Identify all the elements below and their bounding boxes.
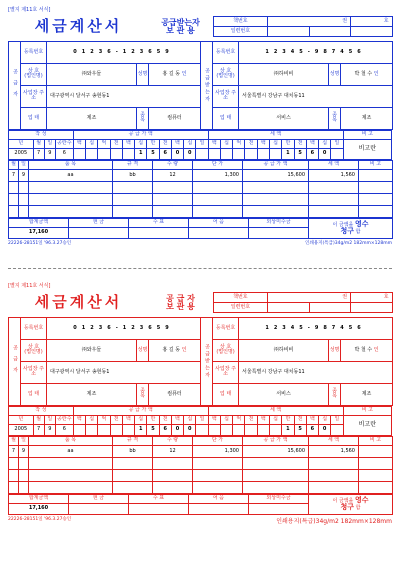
totals-row: 합계금액 현 금 수 표 어 음 외상미수금 이 금액을 영수 청구 함 17,160 [8, 494, 393, 515]
table-row: 7 9 aa bb 12 1,300 15,600 1,560 [9, 445, 393, 457]
buyer-biz-type: 서비스 [239, 383, 329, 405]
buyer-biz-type: 서비스 [239, 107, 329, 129]
invoice-blue-copy [8, 6, 392, 246]
buyer-biz-item: 제조 [341, 383, 393, 405]
form-tag: [별지 제11호 서식] [8, 283, 51, 289]
buyer-label: 공급받는자 [201, 41, 213, 129]
supplier-label: 공급자 [9, 41, 21, 129]
invoice-title: 세금계산서 [34, 293, 123, 312]
invoice-title: 세금계산서 [34, 17, 123, 36]
items-table: 월 일 품 목 규 격 수 량 단 가 공 급 가 액 세 액 비 고 7 9 aa bb 12 1,300 15,600 1,560 [8, 160, 393, 218]
supplier-company: ㈜와우들 [47, 339, 137, 361]
buyer-reg-no: 12345-987456 [239, 317, 393, 339]
supplier-biz-type: 제조 [47, 107, 137, 129]
receipt-mark: 영수 [354, 220, 369, 228]
approval-note: 22226-28151일 '96.3.27승인 [8, 516, 72, 522]
totals-row: 합계금액 현 금 수 표 어 음 외상미수금 이 금액을 영수 청구 함 17,160 [8, 218, 393, 239]
invoice-red-copy [8, 282, 392, 525]
supplier-company: ㈜와우들 [47, 63, 137, 85]
amount-section: 작 성 공 급 가 액 세 액 비 고 년 월 일 공란수 백 십 억 천 백 십 만 천 백 십 일 백 십 억 천 백 십 만 천 백 십 일 비고란 2005 7 9 6 1 5 6 0 0 1 5 6 0 [8, 406, 392, 436]
buyer-address: 서울특별시 강남구 대치동11 [239, 85, 393, 107]
copy-label: 공급받는자 [161, 17, 200, 27]
issue-year: 2005 [9, 148, 34, 159]
paper-spec: 인쇄용지(특급)34g/m2 182mm×128mm [276, 517, 392, 525]
amount-section: 작 성 공 급 가 액 세 액 비 고 년 월 일 공란수 백 십 억 천 백 십 만 천 백 십 일 백 십 억 천 백 십 만 천 백 십 일 비고란 2005 7 9 6 1 5 6 0 0 1 5 6 0 [8, 130, 392, 160]
approval-note: 22226-28151일 '96.3.27승인 [8, 240, 72, 246]
cut-line [8, 268, 392, 269]
total-amount: 17,160 [9, 503, 69, 514]
note-field: 비고란 [343, 139, 391, 159]
supplier-reg-no: 01236-123659 [47, 41, 201, 63]
supplier-label: 공급자 [9, 317, 21, 405]
supplier-biz-type: 제조 [47, 383, 137, 405]
supplier-biz-item: 컴퓨터 [149, 383, 201, 405]
paper-spec: 인쇄용지(특급)34g/m2 182mm×128mm [305, 240, 392, 246]
buyer-label: 공급받는자 [201, 317, 213, 405]
buyer-rep: 박 철 수 [354, 346, 373, 353]
invoice-form: 세금계산서 공급받는자 보 관 용 책번호 권 호 일련번호 공급자 등록번호 01236-123659 공급받는자 등록번호 12345-987456 상 호 (법인명) ㈜와우들 성명 홍 길 동 인 상 호 (법인명) ㈜하비비 성명 박 철 수 인 사업장 주 소 대구광역시 달서구 송현동1 사업장 주 소 서울특별시 강남구 대치동11 업 태 제조 종 목 컴퓨터 업 태 서비스 종 목 제조 [8, 13, 393, 130]
invoice-form: 세금계산서 공 급 자 보 관 용 책번호 권 호 일련번호 공급자 등록번호 01236-123659 공급받는자 등록번호 12345-987456 상 호 (법인명) ㈜와우들 성명 홍 길 동 인 상 호 (법인명) ㈜하비비 성명 박 철 수 인 사업장 주 소 대구광역시 달서구 송현동1 사업장 주 소 서울특별시 강남구 대치동11 업 태 제조 종 목 컴퓨터 업 태 서비스 종 목 제조 [8, 289, 393, 406]
supplier-rep: 홍 길 동 [162, 70, 181, 77]
supplier-biz-item: 컴퓨터 [149, 107, 201, 129]
supplier-address: 대구광역시 달서구 송현동1 [47, 85, 201, 107]
supplier-address: 대구광역시 달서구 송현동1 [47, 361, 201, 383]
buyer-company: ㈜하비비 [239, 339, 329, 361]
buyer-company: ㈜하비비 [239, 63, 329, 85]
buyer-rep: 박 철 수 [354, 70, 373, 77]
buyer-reg-no: 12345-987456 [239, 41, 393, 63]
items-table: 월 일 품 목 규 격 수 량 단 가 공 급 가 액 세 액 비 고 7 9 aa bb 12 1,300 15,600 1,560 [8, 436, 393, 494]
supplier-rep: 홍 길 동 [162, 346, 181, 353]
note-field: 비고란 [343, 415, 391, 435]
copy-label: 공 급 자 [166, 293, 195, 303]
buyer-address: 서울특별시 강남구 대치동11 [239, 361, 393, 383]
buyer-biz-item: 제조 [341, 107, 393, 129]
supplier-reg-no: 01236-123659 [47, 317, 201, 339]
issue-year: 2005 [9, 424, 34, 435]
total-amount: 17,160 [9, 227, 69, 238]
form-tag: [별지 제11호 서식] [8, 7, 51, 13]
table-row: 7 9 aa bb 12 1,300 15,600 1,560 [9, 169, 393, 181]
receipt-mark: 영수 [354, 496, 369, 504]
